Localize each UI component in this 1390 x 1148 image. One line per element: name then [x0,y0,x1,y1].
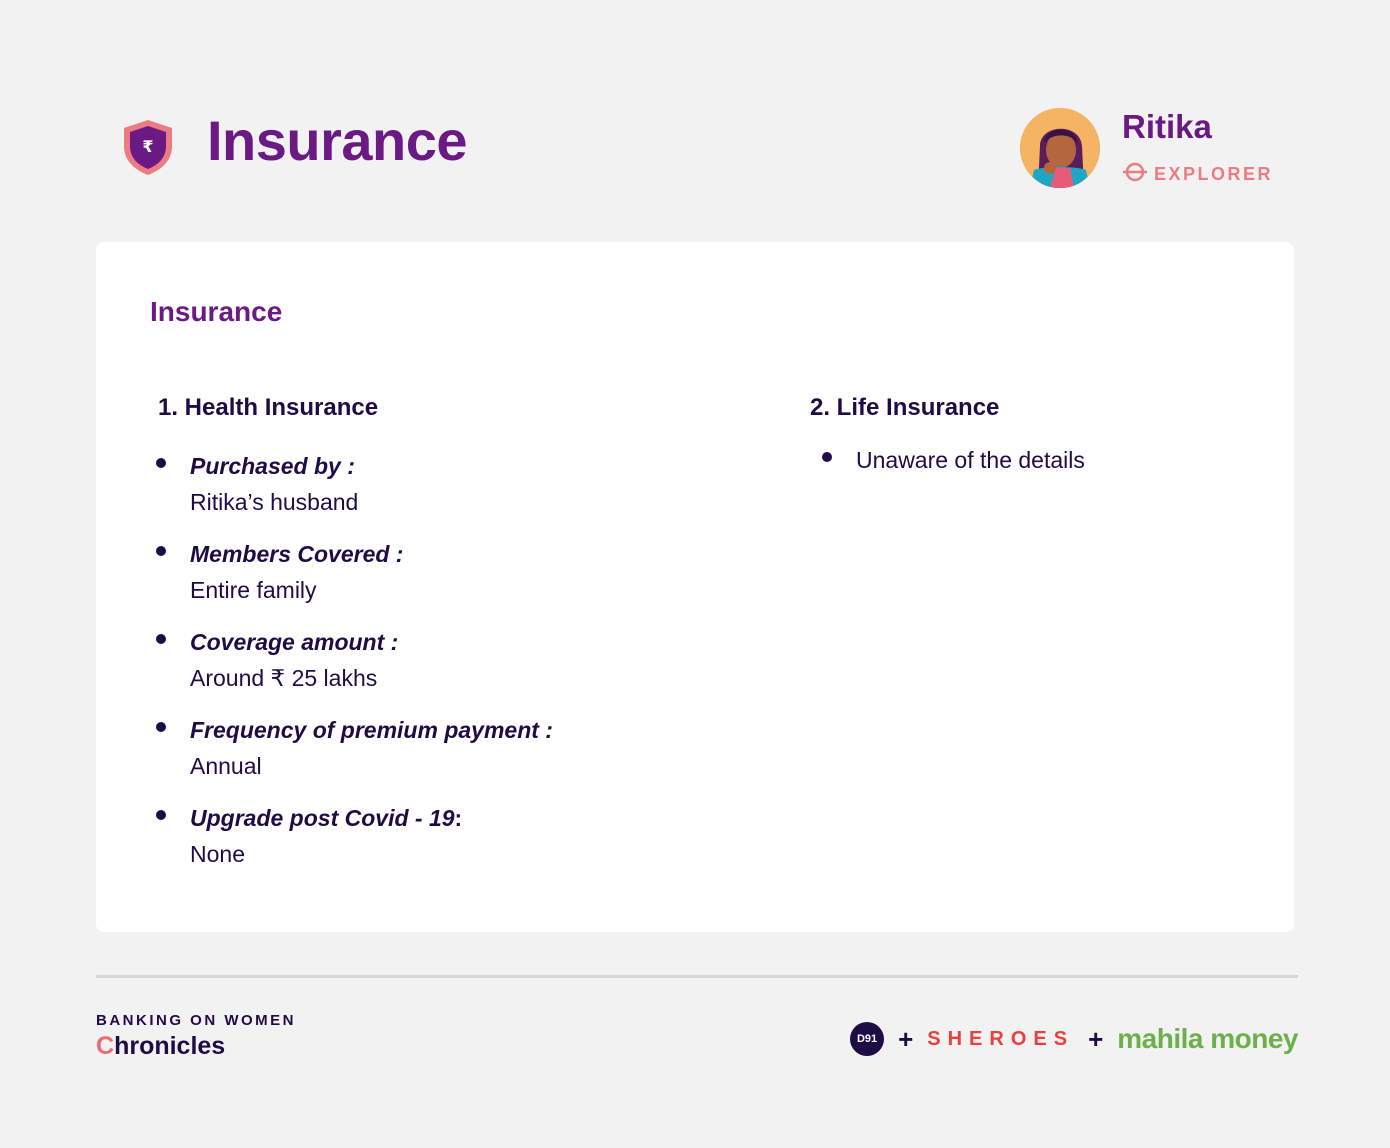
item-label [190,800,553,836]
bullet-icon [156,546,166,556]
list-item [156,800,553,872]
item-value: Annual [190,753,262,779]
persona-name: Ritika [1122,108,1212,145]
rupee-shield-icon [120,118,176,176]
list-item [156,624,553,696]
item-label-suffix: : [454,805,463,831]
item-label: Members Covered : [190,541,404,567]
item-value: None [190,841,245,867]
plus-sign: + [1088,1023,1104,1054]
list-item [156,712,553,784]
brand-tagline: BANKING ON WOMEN [96,1012,296,1029]
item-label: Coverage amount : [190,629,399,655]
list-item [822,442,1085,478]
plus-sign: + [898,1023,914,1054]
page-title: Insurance [207,109,468,172]
insurance-card [96,242,1294,932]
persona-tag-label: EXPLORER [1154,164,1274,184]
item-value: Around ₹ 25 lakhs [190,665,378,691]
health-insurance-list [156,448,553,872]
footer-divider [96,975,1298,978]
item-label: Purchased by : [190,453,355,479]
item-value: Unaware of the details [856,447,1085,473]
bullet-icon [822,452,832,462]
brand-name-rest: hronicles [114,1032,226,1060]
persona-tag [1122,162,1273,187]
item-value: Ritika’s husband [190,489,359,515]
partner-logos [850,1022,1298,1056]
life-insurance-list [822,442,1085,478]
item-label: Frequency of premium payment : [190,717,553,743]
brand-name [96,1032,225,1061]
card-title: Insurance [150,296,283,327]
item-value: Entire family [190,577,317,603]
bullet-icon [156,810,166,820]
mahila-money-logo: mahila money [1117,1023,1298,1054]
life-insurance-heading: 2. Life Insurance [810,394,1000,421]
list-item [156,536,553,608]
bullet-icon [156,722,166,732]
bullet-icon [156,634,166,644]
d91-logo: D91 [850,1022,884,1056]
bullet-icon [156,458,166,468]
brand-name-initial: C [96,1032,115,1060]
list-item [156,448,553,520]
health-insurance-heading: 1. Health Insurance [158,394,379,421]
item-label-text: Upgrade post Covid - 19 [190,805,455,831]
avatar [1020,108,1100,188]
svg-text:₹: ₹ [142,137,154,156]
sheroes-logo: SHEROES [927,1027,1075,1050]
explorer-circle-icon [1122,162,1148,187]
